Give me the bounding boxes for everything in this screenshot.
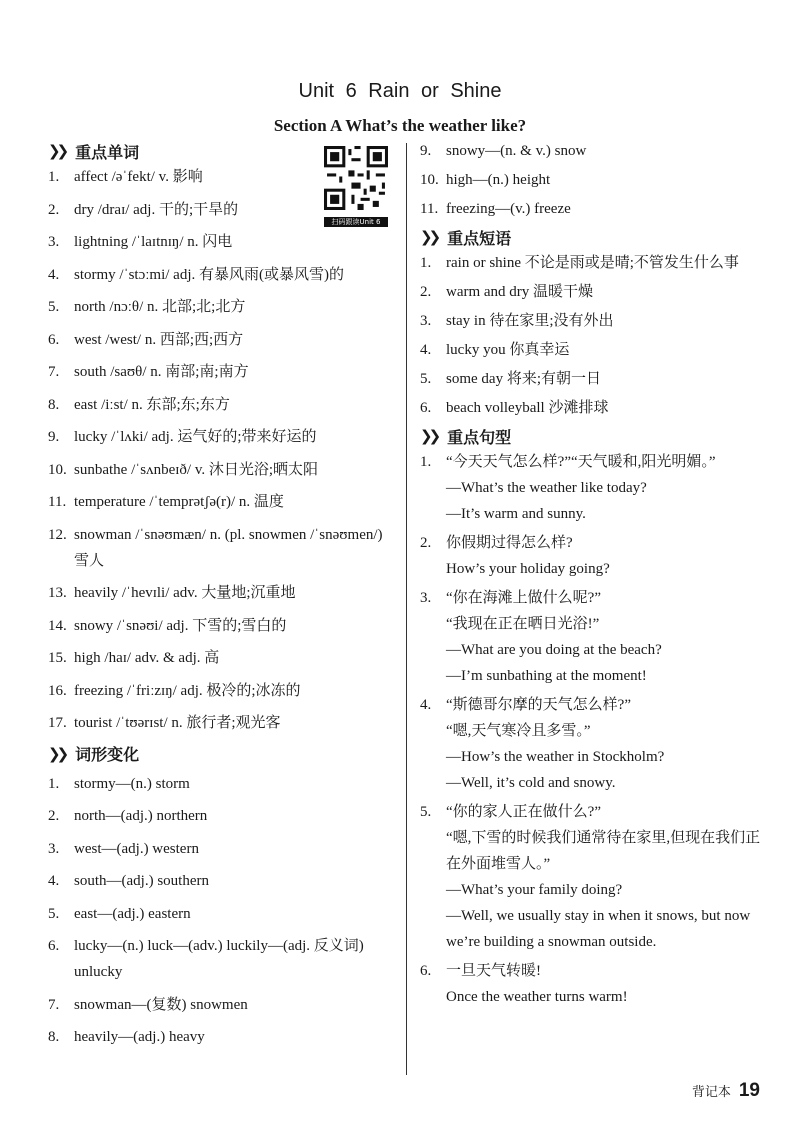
list-item <box>48 836 398 862</box>
page-number: 19 <box>738 1080 760 1101</box>
sentence-line: “今天天气怎么样?”“天气暖和,阳光明媚。” <box>446 454 716 470</box>
list-item <box>420 138 762 164</box>
item-text: south—(adj.) southern <box>74 873 209 889</box>
list-item <box>48 457 398 483</box>
phrases-heading <box>420 226 762 248</box>
sentence-line: —It’s warm and sunny. <box>446 506 586 522</box>
item-number: 10. <box>420 172 439 188</box>
left-column <box>48 138 398 1057</box>
page-footer <box>692 1080 760 1102</box>
list-item <box>420 279 762 305</box>
list-item <box>48 901 398 927</box>
item-text: dry /draɪ/ adj. 干的;干旱的 <box>74 201 239 218</box>
list-item <box>48 164 398 190</box>
double-chevron-icon: ❯❯ <box>48 744 66 763</box>
sentence-line: —What’s the weather like today? <box>446 480 647 496</box>
double-chevron-icon: ❯❯ <box>420 228 438 246</box>
sentence-line: How’s your holiday going? <box>446 561 610 577</box>
list-item <box>420 449 762 527</box>
list-item <box>48 803 398 829</box>
item-text: freezing—(v.) freeze <box>446 201 571 217</box>
vocab-heading <box>48 140 398 162</box>
item-text: snowy—(n. & v.) snow <box>446 143 587 159</box>
item-number: 9. <box>420 143 432 159</box>
item-number: 2. <box>48 808 60 824</box>
item-number: 12. <box>48 526 67 543</box>
item-number: 3. <box>420 313 432 329</box>
item-number: 3. <box>420 590 432 606</box>
sentence-line: “嗯,下雪的时候我们通常待在家里,但现在我们正在外面堆雪人。” <box>446 830 761 872</box>
item-text: west—(adj.) western <box>74 840 199 857</box>
item-text: stay in 待在家里;没有外出 <box>446 313 614 329</box>
footer-label: 背记本 <box>691 1085 731 1100</box>
item-text: snowy /ˈsnəʊi/ adj. 下雪的;雪白的 <box>74 617 287 634</box>
item-number: 15. <box>48 650 67 666</box>
item-text: lucky you 你真幸运 <box>446 342 570 358</box>
item-number: 5. <box>48 905 60 922</box>
sentences-heading-label: 重点句型 <box>447 429 512 447</box>
item-number: 13. <box>48 585 67 601</box>
list-item <box>48 359 398 385</box>
sentence-line: 你假期过得怎么样? <box>446 535 573 551</box>
item-text: rain or shine 不论是雨或是晴;不管发生什么事 <box>446 255 739 271</box>
item-number: 6. <box>420 963 432 979</box>
item-text <box>446 585 762 689</box>
sentence-line: —What’s your family doing? <box>446 882 623 898</box>
list-item <box>48 229 398 255</box>
list-item <box>48 294 398 320</box>
item-number: 9. <box>48 429 60 445</box>
list-item <box>420 250 762 276</box>
list-item <box>48 613 398 639</box>
item-text: south /saʊθ/ n. 南部;南;南方 <box>74 364 249 380</box>
item-number: 1. <box>48 775 60 792</box>
list-item <box>420 692 762 796</box>
item-text: west /west/ n. 西部;西;西方 <box>74 331 244 348</box>
list-item <box>48 710 398 736</box>
sentences-list <box>420 449 762 1010</box>
word-forms-list-continued <box>420 138 762 222</box>
list-item <box>420 958 762 1010</box>
list-item <box>48 771 398 797</box>
item-text: sunbathe /ˈsʌnbeɪð/ v. 沐日光浴;晒太阳 <box>74 461 319 478</box>
item-number: 14. <box>48 617 67 634</box>
item-text <box>446 799 762 955</box>
phrases-list <box>420 250 762 421</box>
word-forms-heading <box>48 743 398 765</box>
sentence-line: —What are you doing at the beach? <box>446 642 662 658</box>
sentence-line: “嗯,天气寒冷且多雪。” <box>446 723 591 739</box>
list-item <box>48 424 398 450</box>
item-text: lucky /ˈlʌki/ adj. 运气好的;带来好运的 <box>74 429 317 445</box>
item-text: heavily /ˈhevɪli/ adv. 大量地;沉重地 <box>74 585 296 601</box>
sentence-line: “斯德哥尔摩的天气怎么样?” <box>446 697 631 713</box>
list-item <box>48 678 398 704</box>
list-item <box>420 585 762 689</box>
sentence-line: “你在海滩上做什么呢?” <box>446 590 601 606</box>
item-number: 5. <box>48 299 60 315</box>
sentence-line: “你的家人正在做什么?” <box>446 804 601 820</box>
sentence-line: 一旦天气转暖! <box>446 963 541 979</box>
item-number: 8. <box>48 396 60 413</box>
item-text: temperature /ˈtemprətʃə(r)/ n. 温度 <box>74 494 284 510</box>
sentences-heading <box>420 425 762 447</box>
list-item <box>48 1024 398 1050</box>
item-text: lucky—(n.) luck—(adv.) luckily—(adj. 反义词) unlucky <box>74 938 364 980</box>
item-number: 6. <box>48 331 60 348</box>
sentence-line: —Well, it’s cold and snowy. <box>446 775 616 791</box>
item-text: high—(n.) height <box>446 172 551 188</box>
item-text: stormy—(n.) storm <box>74 775 190 792</box>
list-item <box>48 327 398 353</box>
item-text: freezing /ˈfriːzɪŋ/ adj. 极冷的;冰冻的 <box>74 682 301 699</box>
list-item <box>48 992 398 1018</box>
item-text: east—(adj.) eastern <box>74 905 191 922</box>
item-number: 16. <box>48 682 67 699</box>
word-forms-list <box>48 771 398 1051</box>
item-text: tourist /ˈtʊərɪst/ n. 旅行者;观光客 <box>74 715 281 731</box>
list-item <box>420 530 762 582</box>
item-number: 8. <box>48 1029 60 1045</box>
column-divider <box>406 143 407 1075</box>
word-forms-heading-label: 词形变化 <box>75 747 140 764</box>
item-number: 17. <box>48 715 67 731</box>
list-item <box>420 308 762 334</box>
item-text: heavily—(adj.) heavy <box>74 1029 205 1045</box>
vocab-list <box>48 164 398 736</box>
list-item <box>420 167 762 193</box>
item-number: 4. <box>48 873 60 889</box>
list-item <box>48 645 398 671</box>
list-item <box>420 799 762 955</box>
list-item <box>48 392 398 418</box>
item-text: warm and dry 温暖干燥 <box>446 284 594 300</box>
item-number: 5. <box>420 804 432 820</box>
sentence-line: —Well, we usually stay in when it snows, but now we’re building a snowman outside. <box>446 908 751 950</box>
item-number: 6. <box>48 938 60 954</box>
item-text <box>446 530 762 582</box>
item-number: 11. <box>48 494 67 510</box>
right-column <box>420 138 762 1013</box>
list-item <box>48 868 398 894</box>
double-chevron-icon: ❯❯ <box>48 142 66 160</box>
item-number: 4. <box>48 266 60 283</box>
list-item <box>48 580 398 606</box>
item-number: 7. <box>48 996 60 1013</box>
item-text: high /haɪ/ adv. & adj. 高 <box>74 650 220 666</box>
item-number: 11. <box>420 201 439 217</box>
item-number: 4. <box>420 342 432 358</box>
item-number: 1. <box>420 255 432 271</box>
item-text <box>446 449 762 527</box>
item-number: 1. <box>48 169 60 185</box>
list-item <box>420 366 762 392</box>
item-text: some day 将来;有朝一日 <box>446 371 601 387</box>
item-text: north—(adj.) northern <box>74 808 208 824</box>
qr-caption: 扫码跟读Unit 6 <box>324 217 388 227</box>
item-number: 10. <box>48 461 67 478</box>
list-item <box>48 197 398 223</box>
item-number: 3. <box>48 840 60 857</box>
sentence-line: —I’m sunbathing at the moment! <box>446 668 647 684</box>
list-item <box>420 196 762 222</box>
item-text <box>446 692 762 796</box>
list-item <box>48 522 398 574</box>
vocab-heading-label: 重点单词 <box>75 144 140 162</box>
item-number: 2. <box>420 535 432 551</box>
item-number: 7. <box>48 364 60 380</box>
sentence-line: Once the weather turns warm! <box>446 989 628 1005</box>
double-chevron-icon: ❯❯ <box>420 427 438 445</box>
phrases-heading-label: 重点短语 <box>447 230 512 248</box>
item-text: east /iːst/ n. 东部;东;东方 <box>74 396 230 413</box>
item-text: stormy /ˈstɔːmi/ adj. 有暴风雨(或暴风雪)的 <box>74 266 344 283</box>
list-item <box>420 337 762 363</box>
item-number: 4. <box>420 697 432 713</box>
list-item <box>48 933 398 985</box>
item-number: 1. <box>420 454 432 470</box>
list-item <box>420 395 762 421</box>
unit-title: Unit 6 Rain or Shine <box>298 80 502 102</box>
section-title: Section A What’s the weather like? <box>273 116 527 135</box>
item-text: beach volleyball 沙滩排球 <box>446 400 609 416</box>
list-item <box>48 262 398 288</box>
item-text: affect /əˈfekt/ v. 影响 <box>74 169 203 185</box>
item-number: 2. <box>420 284 432 300</box>
list-item <box>48 489 398 515</box>
item-text: lightning /ˈlaɪtnɪŋ/ n. 闪电 <box>74 234 233 250</box>
sentence-line: “我现在正在晒日光浴!” <box>446 616 600 632</box>
item-number: 5. <box>420 371 432 387</box>
item-text: snowman /ˈsnəʊmæn/ n. (pl. snowmen /ˈsnəʊmen/) 雪人 <box>74 526 383 569</box>
item-number: 6. <box>420 400 432 416</box>
item-text <box>446 958 762 1010</box>
item-number: 2. <box>48 201 60 218</box>
item-text: north /nɔːθ/ n. 北部;北;北方 <box>74 299 246 315</box>
item-number: 3. <box>48 234 60 250</box>
item-text: snowman—(复数) snowmen <box>74 996 248 1013</box>
sentence-line: —How’s the weather in Stockholm? <box>446 749 665 765</box>
